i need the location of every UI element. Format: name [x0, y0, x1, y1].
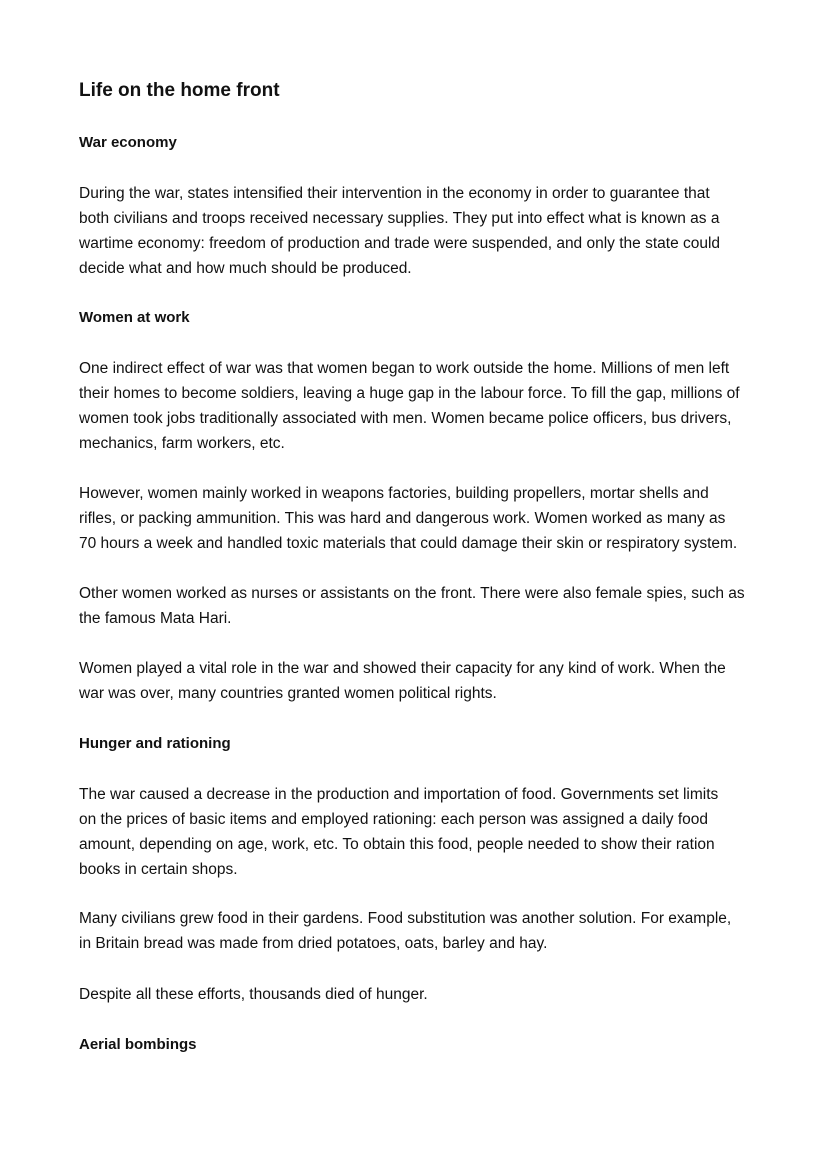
text-line: amount, depending on age, work, etc. To obtain this food, people needed to show their ration	[79, 836, 715, 853]
text-line: war was over, many countries granted women political rights.	[79, 685, 497, 702]
text-line: During the war, states intensified their intervention in the economy in order to guarantee that	[79, 185, 710, 202]
paragraph-war-economy	[79, 181, 720, 281]
paragraph-women-at-work-3	[79, 581, 745, 631]
paragraph-women-at-work-1	[79, 356, 740, 456]
text-line: However, women mainly worked in weapons factories, building propellers, mortar shells and	[79, 485, 709, 502]
text-line: One indirect effect of war was that women began to work outside the home. Millions of men left	[79, 360, 730, 377]
text-line: in Britain bread was made from dried potatoes, oats, barley and hay.	[79, 935, 548, 952]
text-line: Women played a vital role in the war and showed their capacity for any kind of work. When the	[79, 660, 726, 677]
heading-hunger-and-rationing: Hunger and rationing	[79, 735, 231, 752]
text-line: Other women worked as nurses or assistants on the front. There were also female spies, such as	[79, 585, 745, 602]
text-line: The war caused a decrease in the production and importation of food. Governments set limits	[79, 786, 719, 803]
page-title: Life on the home front	[79, 80, 280, 101]
paragraph-women-at-work-4	[79, 656, 726, 706]
text-line: women took jobs traditionally associated with men. Women became police officers, bus drivers,	[79, 410, 732, 427]
text-line: the famous Mata Hari.	[79, 610, 232, 627]
text-line: decide what and how much should be produced.	[79, 260, 412, 277]
paragraph-hunger-3	[79, 982, 428, 1007]
text-line: both civilians and troops received necessary supplies. They put into effect what is known as a	[79, 210, 720, 227]
text-line: Despite all these efforts, thousands died of hunger.	[79, 986, 428, 1003]
text-line: rifles, or packing ammunition. This was hard and dangerous work. Women worked as many as	[79, 510, 726, 527]
paragraph-women-at-work-2	[79, 481, 737, 556]
text-line: on the prices of basic items and employed rationing: each person was assigned a daily food	[79, 811, 708, 828]
heading-aerial-bombings: Aerial bombings	[79, 1036, 197, 1053]
paragraph-hunger-2	[79, 906, 731, 956]
text-line: books in certain shops.	[79, 861, 238, 878]
text-line: Many civilians grew food in their gardens. Food substitution was another solution. For example,	[79, 910, 732, 927]
heading-war-economy: War economy	[79, 134, 177, 151]
text-line: wartime economy: freedom of production and trade were suspended, and only the state could	[79, 235, 721, 252]
text-line: their homes to become soldiers, leaving a huge gap in the labour force. To fill the gap, millions of	[79, 385, 740, 402]
heading-women-at-work: Women at work	[79, 309, 190, 326]
paragraph-hunger-1	[79, 782, 718, 882]
text-line: mechanics, farm workers, etc.	[79, 435, 285, 452]
text-line: 70 hours a week and handled toxic materials that could damage their skin or respiratory system.	[79, 535, 738, 552]
